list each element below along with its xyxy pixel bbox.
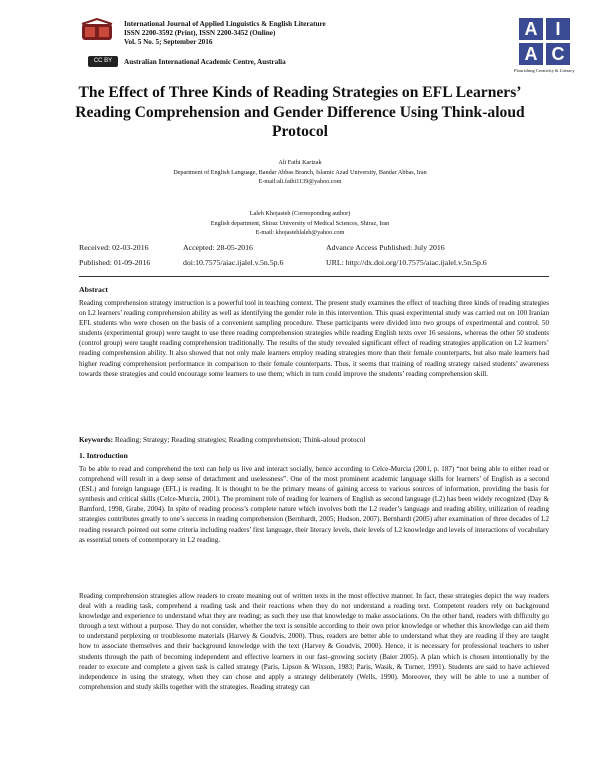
- aiac-letter: A: [519, 18, 543, 40]
- article-title: The Effect of Three Kinds of Reading Strategies on EFL Learners’ Reading Comprehension and Gender Difference Using Think-aloud Protocol: [75, 84, 525, 140]
- aiac-logo: [514, 18, 575, 73]
- journal-issn: ISSN 2200-3592 (Print), ISSN 2200-3452 (Online): [124, 29, 276, 38]
- cc-license-badge[interactable]: CC BY: [88, 56, 118, 67]
- keywords: [79, 435, 549, 444]
- journal-name: International Journal of Applied Linguistics & English Literature: [124, 20, 326, 28]
- url-link[interactable]: URL: http://dx.doi.org/10.7575/aiac.ijalel.v.5n.5p.6: [326, 258, 487, 267]
- publication-dates: [79, 241, 549, 271]
- body-paragraph: To be able to read and comprehend the text can help us live and interact socially, hence according to Celce-Murcia (2001, p. 187) “not being able to either read or comprehend will result in a deep sense of detachment and uselessness”. One of the most prominent academic language skills for learners’ of English as a second (ESL) and foreign language (EFL) is reading. It is thought to be the primary means of gaining access to various sources of information, providing the basis for synthesis and critical skills (Celce-Murcia, 2001). The prominent role of reading for learners of English as second language (L2) has been widely recognized (Day & Bamford, 1998, Grabe, 2004). In spite of reading process’s complete nature which involves both the L2 reader’s language and reading ability, utilization of reading strategies contributes greatly to one’s success in reading comprehension (Bernhardt, 2005; Hudson, 2007). Bernhardt (2005) after examination of three decades of L2 reading research pointed out some criteria including readers’ first language, their literacy levels, their levels of L2 knowledge and levels of interactions of vocabulary as essential tenets of contemporary in L2 reading.: [79, 465, 549, 544]
- author-block: [60, 158, 540, 187]
- author-name: Ali Fathi Karizak: [278, 159, 322, 166]
- received-date: Received: 02-03-2016: [79, 243, 149, 252]
- journal-volume: Vol. 5 No. 5; September 2016: [124, 38, 213, 47]
- abstract-text: Reading comprehension strategy instruction is a powerful tool in teaching context. The present study examines the effect of teaching three kinds of reading strategies on L2 learners’ reading comprehension ability as well as identifying the gender role in this intervention. This quasi experimental study was carried out on 100 Iranian EFL students who were chosen on the basis of a convenient sampling procedure. These participants were divided into two groups of experimental and control. 50 students (experimental group) were taught to use three reading comprehension strategies while reading English texts over 16 sessions, whereas the other 50 students (control group) were taught reading comprehension traditionally. The results of the study revealed significant effect of reading strategies application on L2 learners’ reading comprehension ability. It also showed that not only male learners employ reading strategies more than their female counterparts, but also male learners had higher reading comprehension performance in comparison to their female counterparts. Thus, it seems that training of reading strategy raised students’ awareness towards these strategies and could encourage some learners to use them; which in turn could improve the students’ reading comprehension skill.: [79, 299, 549, 378]
- author-affiliation: English department, Shiraz University of Medical Sciences, Shiraz, Iran: [210, 219, 390, 227]
- body-paragraph: Reading comprehension strategies allow readers to create meaning out of written texts in the most effective manner. In fact, these strategies depict the way readers deal with a reading task, comprehend a reading task and their reactions when they do not understand a reading text. Competent readers rely on background knowledge and experience to understand what they are reading; as such they use that knowledge to make associations. On the other hand, readers with difficulty go through a text without a purpose. They do not consider, whether the text is sensible according to their own prior knowledge or whether this knowledge can aid them to understand perplexing or troublesome materials (Harvey & Goudvis, 2000). Thus, readers are better able to understand what they are reading if they are taught how to associate themselves and their background knowledge with the text (Harvey & Goudvis, 2000). Hence, it is necessary for professional teachers to usher students through the path of becoming independent and effective learners in our fast–growing society (Baier 2005). A plan which is chosen intentionally by the reader to execute and complete a given task is called strategy (Paris, Lipson & Wixson, 1983; Paris, Wasik, & Turner, 1991). Students are said to have achieved independence in using the strategy, when they can chose and apply a strategy deliberately (Wells, 1990). Moreover, they will be able to use a number of comprehension and study skills together with the strategies. Reading strategy can: [79, 592, 549, 691]
- aiac-tagline: Flourishing Creativity & Literacy: [514, 68, 575, 73]
- journal-logo-icon: [80, 18, 114, 44]
- keywords-label: Keywords:: [79, 435, 114, 444]
- advance-access-date: Advance Access Published: July 2016: [326, 243, 445, 252]
- accepted-date: Accepted: 28-05-2016: [183, 243, 253, 252]
- doi-link[interactable]: doi:10.7575/aiac.ijalel.v.5n.5p.6: [183, 258, 284, 267]
- keywords-text: Reading; Strategy; Reading strategies; Reading comprehension; Think-aloud protocol: [114, 435, 366, 444]
- author-block: [60, 209, 540, 238]
- author-name: Laleh Khojasteh (Corresponding author): [249, 210, 351, 217]
- author-affiliation: Department of English Language, Bandar Abbas Branch, Islamic Azad University, Bandar Abbas, Iran: [173, 168, 427, 176]
- abstract-heading: Abstract: [79, 285, 109, 294]
- author-email[interactable]: E-mail: khojastehlaleh@yahoo.com: [255, 229, 345, 237]
- divider: [79, 276, 549, 277]
- aiac-letter: C: [546, 43, 570, 65]
- author-email[interactable]: E-mail:ali.fathi1139@yahoo.com: [258, 178, 342, 186]
- section-heading: 1. Introduction: [79, 451, 128, 460]
- aiac-letter: A: [519, 43, 543, 65]
- publisher-name: Australian International Academic Centre, Australia: [124, 58, 286, 66]
- published-date: Published: 01-09-2016: [79, 258, 151, 267]
- journal-header: [80, 18, 575, 76]
- aiac-letter: I: [546, 18, 570, 40]
